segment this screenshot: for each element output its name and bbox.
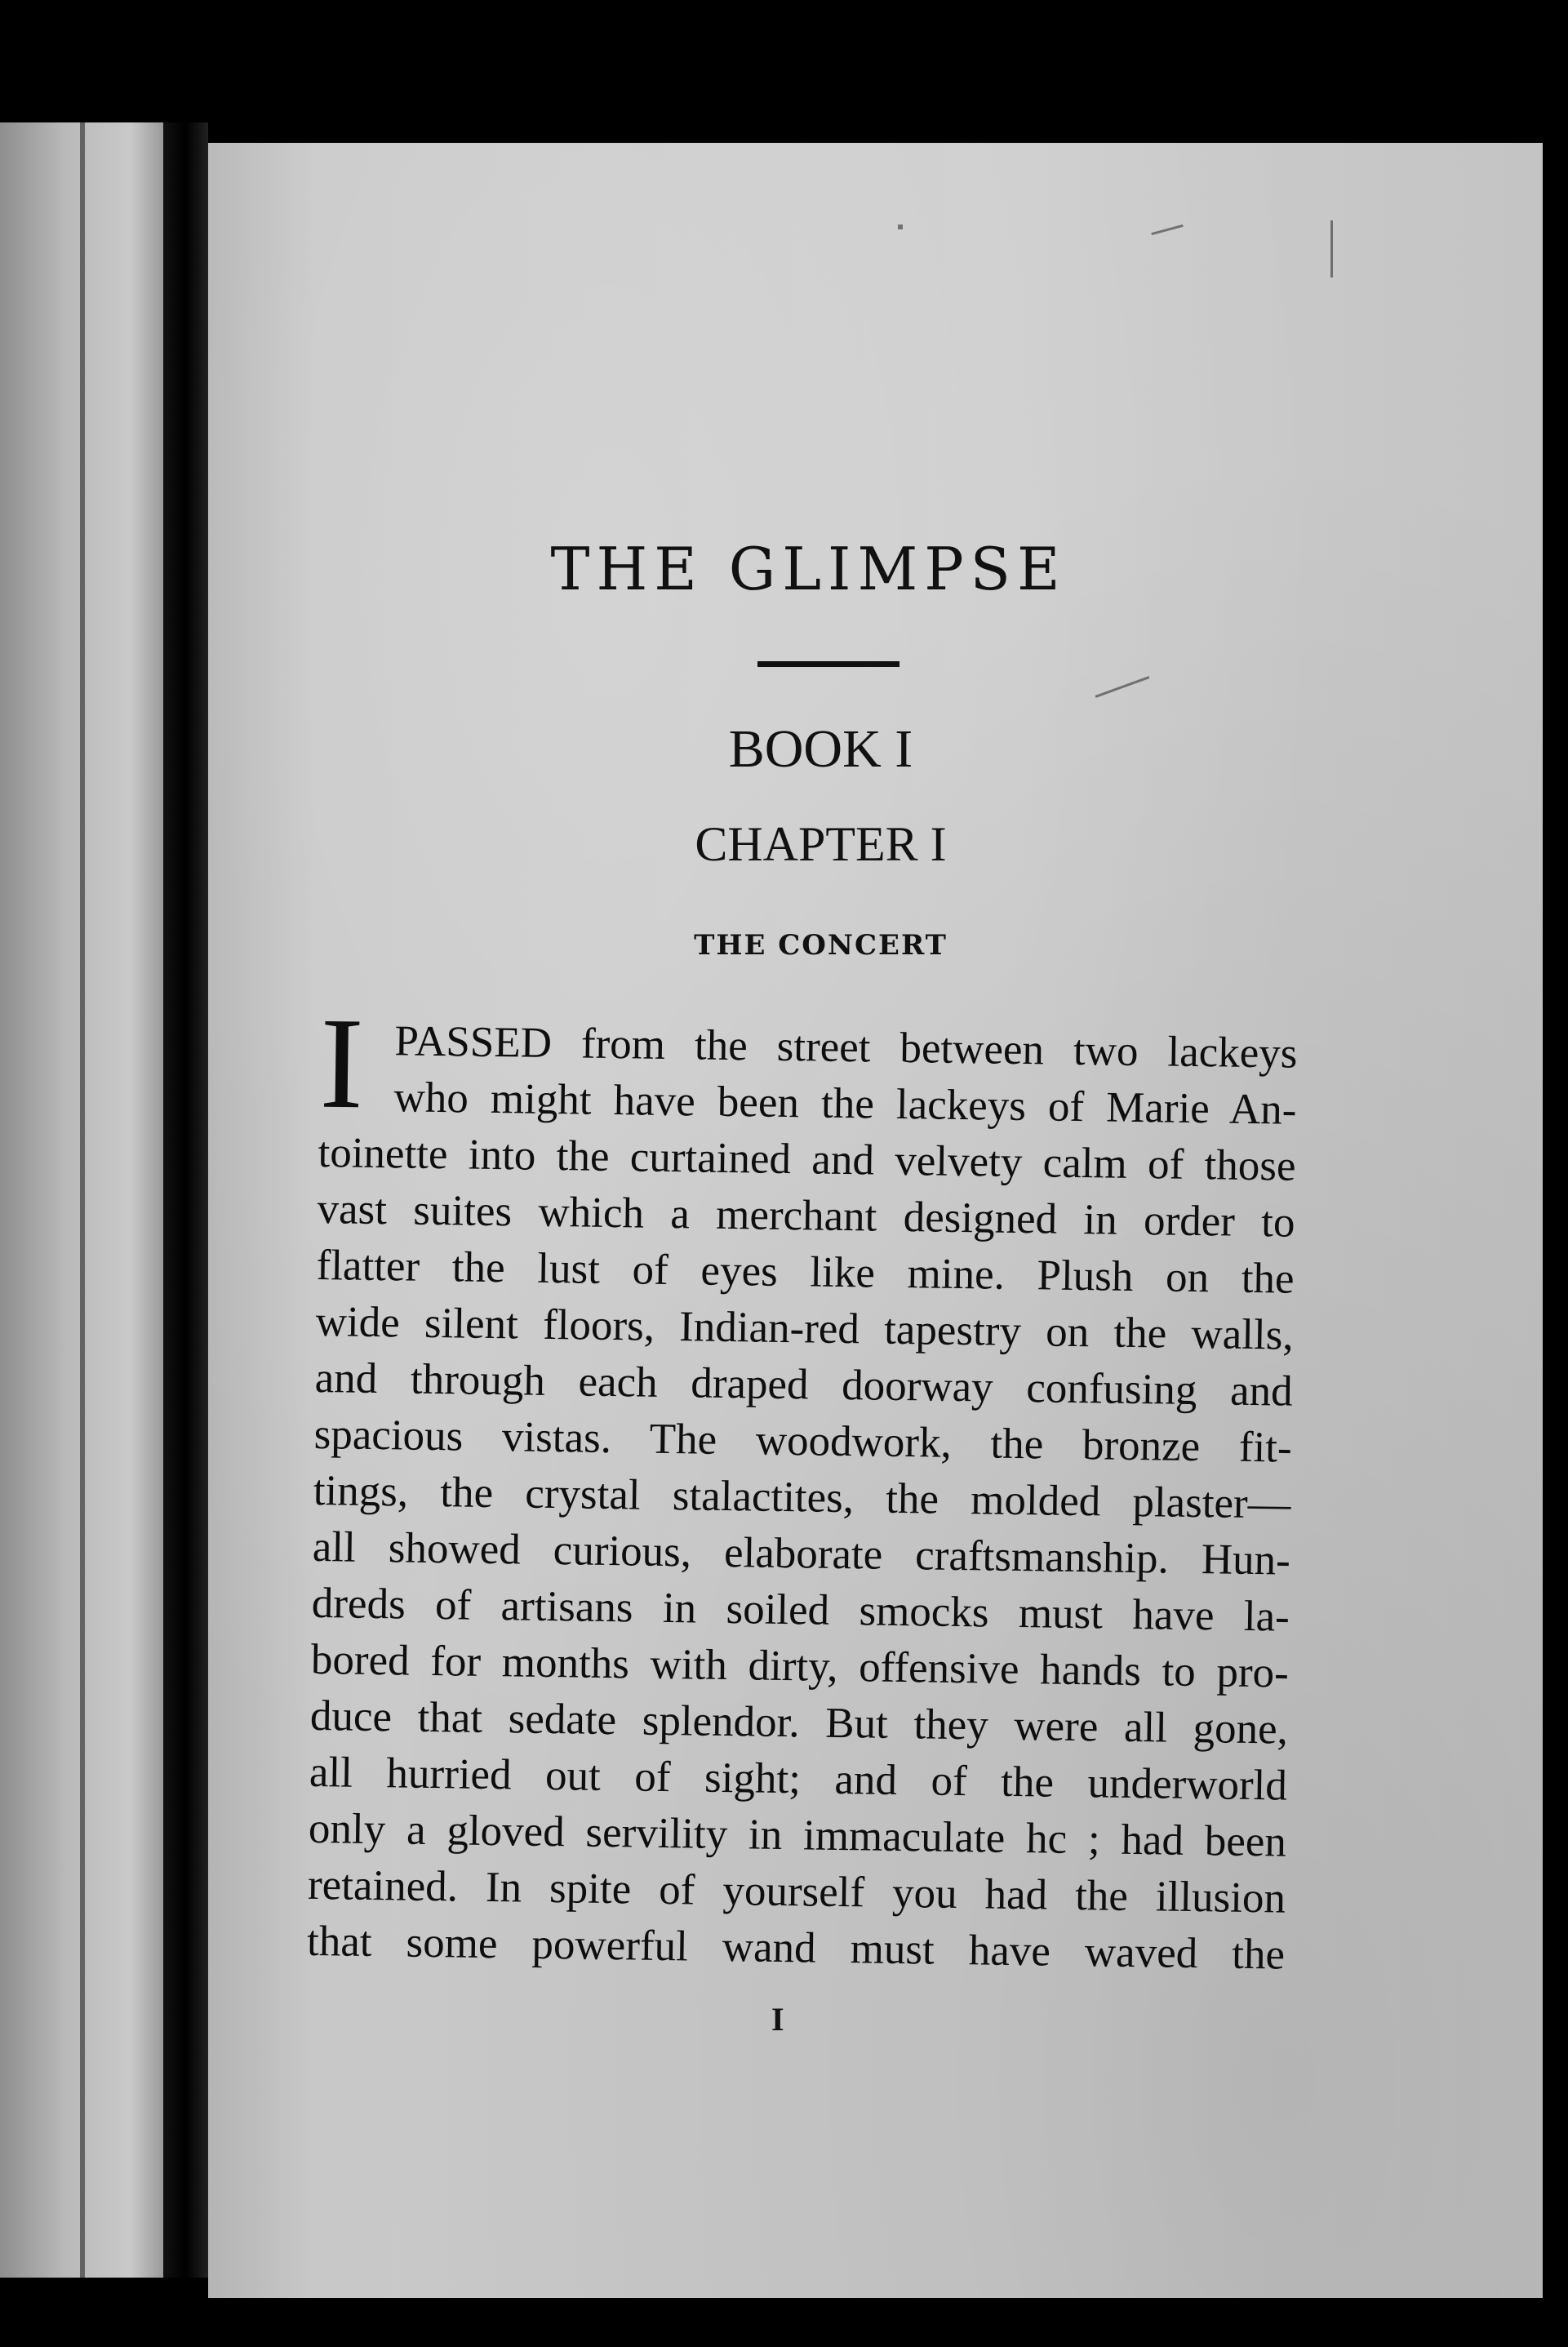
drop-cap: I: [318, 989, 365, 1136]
page-number: I: [771, 2001, 784, 2038]
text-line: and through each draped doorway confusing and: [314, 1354, 1294, 1416]
title-rule-divider: [757, 661, 899, 667]
text-line: bored for months with dirty, offensive hands to pro-: [310, 1635, 1290, 1697]
book-title: THE GLIMPSE: [550, 535, 1067, 603]
chapter-subtitle: THE CONCERT: [694, 929, 948, 962]
text-line: vast suites which a merchant designed in order to: [317, 1185, 1295, 1247]
text-line: duce that sedate splendor. But they were all gone,: [309, 1691, 1289, 1754]
paper-speck: [1330, 220, 1333, 278]
text-line: toinette into the curtained and velvety calm of those: [318, 1128, 1296, 1190]
text-line: dreds of artisans in soiled smocks must have la-: [311, 1579, 1290, 1641]
text-line: all hurried out of sight; and of the underworld: [309, 1748, 1288, 1810]
text-line: spacious vistas. The woodwork, the bronze fit-: [313, 1410, 1293, 1472]
book-gutter: [163, 122, 208, 2278]
text-line: all showed curious, elaborate craftsmanship. Hun-: [312, 1522, 1291, 1585]
paper-speck: [898, 224, 903, 229]
text-line: PASSED from the street between two lackeys: [394, 1017, 1298, 1078]
text-line: that some powerful wand must have waved the: [306, 1917, 1286, 1979]
text-line: tings, the crystal stalactites, the molded plaster—: [313, 1466, 1292, 1528]
right-page-shadow: [1543, 122, 1568, 2327]
book-heading: BOOK I: [728, 719, 913, 779]
text-line: wide silent floors, Indian-red tapestry on the walls,: [315, 1297, 1294, 1359]
text-line: who might have been the lackeys of Marie An-: [393, 1073, 1297, 1134]
text-line: only a gloved servility in immaculate hc ; had been: [308, 1804, 1287, 1866]
chapter-heading: CHAPTER I: [695, 817, 947, 871]
body-paragraph: [307, 1012, 1298, 1984]
text-line: retained. In spite of yourself you had the illusion: [307, 1860, 1286, 1922]
left-page-fold-line: [80, 122, 85, 2278]
text-line: flatter the lust of eyes like mine. Plush on the: [316, 1241, 1295, 1303]
